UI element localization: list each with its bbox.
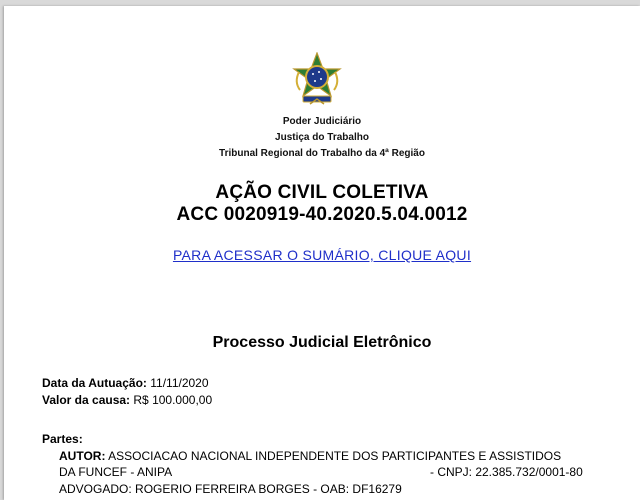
autuacao-field	[42, 376, 209, 390]
process-number: ACC 0020919-40.2020.5.04.0012	[176, 204, 468, 225]
autor-cnpj: - CNPJ: 22.385.732/0001-80	[430, 465, 583, 479]
autor-label: AUTOR:	[59, 449, 106, 463]
summary-link[interactable]: PARA ACESSAR O SUMÁRIO, CLIQUE AQUI	[172, 247, 472, 263]
header-line-tribunal: Tribunal Regional do Trabalho da 4ª Região	[219, 148, 425, 159]
advogado-label: ADVOGADO:	[59, 482, 132, 496]
valor-value: R$ 100.000,00	[133, 393, 213, 407]
advogado-line	[59, 482, 402, 496]
document-title: AÇÃO CIVIL COLETIVA	[215, 182, 429, 203]
advogado-value: ROGERIO FERREIRA BORGES - OAB: DF16279	[135, 482, 402, 496]
header-line-justica: Justiça do Trabalho	[275, 132, 369, 143]
valor-field	[42, 393, 212, 407]
partes-label: Partes:	[42, 432, 83, 446]
document-page	[4, 6, 640, 500]
section-title: Processo Judicial Eletrônico	[212, 334, 432, 351]
valor-label: Valor da causa:	[42, 393, 131, 407]
autuacao-value: 11/11/2020	[150, 376, 209, 390]
autor-name-continued: DA FUNCEF - ANIPA	[59, 465, 173, 479]
brasao-republica-icon	[290, 52, 344, 108]
autuacao-label: Data da Autuação:	[42, 376, 147, 390]
autor-name: ASSOCIACAO NACIONAL INDEPENDENTE DOS PARTICIPANTES E ASSISTIDOS	[108, 449, 562, 463]
autor-line	[59, 449, 561, 463]
header-line-poder: Poder Judiciário	[282, 116, 362, 127]
